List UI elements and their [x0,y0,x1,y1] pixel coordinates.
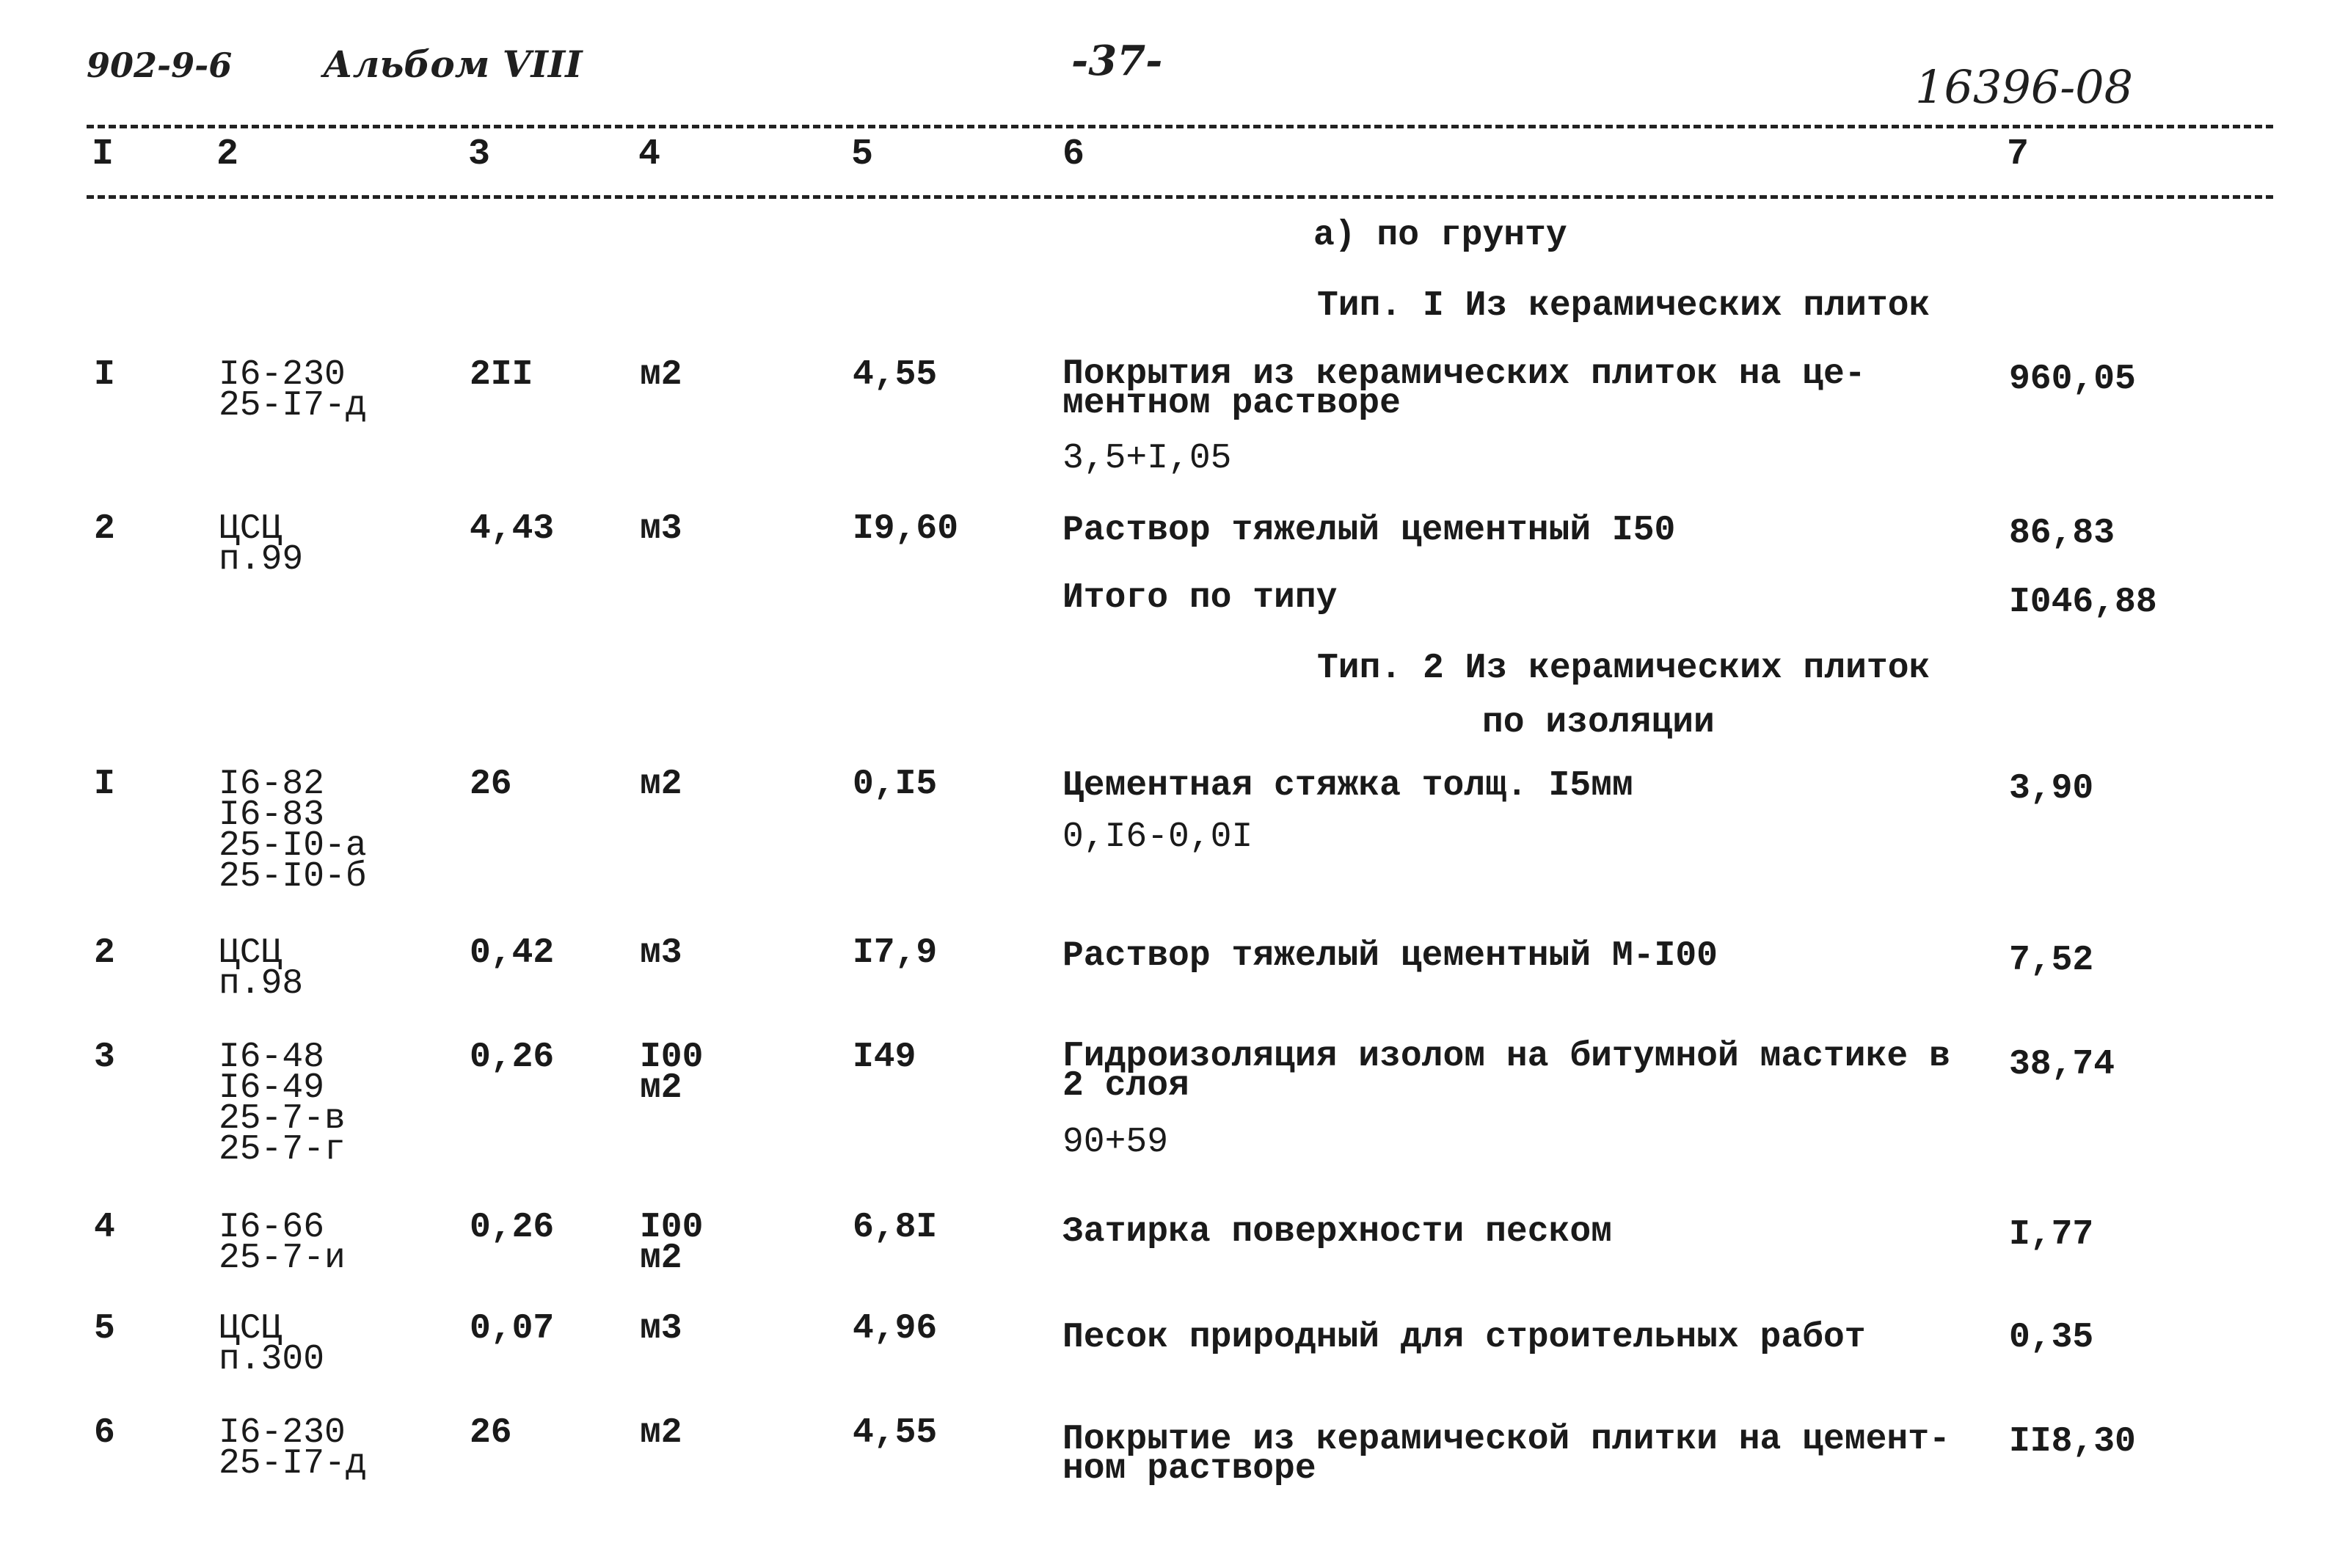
row-number: 5 [94,1309,115,1349]
row-code: 25-7-и [219,1239,346,1278]
row-total: I,77 [2009,1215,2094,1255]
row-total: 960,05 [2009,360,2136,399]
row-code: п.98 [219,964,304,1004]
row-unit: м2 [640,1413,682,1453]
row-code: ЦСЦ [219,509,282,549]
row-quantity: 0,07 [470,1309,555,1349]
row-number: 4 [94,1208,115,1247]
row-total: 38,74 [2009,1045,2115,1084]
series-code: 902-9-6 [87,45,233,85]
row-quantity: 26 [470,1413,512,1453]
row-price: I9,60 [853,509,959,549]
row-unit: м2 [640,1068,682,1108]
row-total: II8,30 [2009,1422,2136,1462]
row-price: 4,55 [853,355,938,395]
row-price: I49 [853,1038,916,1077]
header-top-rule [87,125,2273,128]
row-price: 4,96 [853,1309,938,1349]
row-quantity: 0,42 [470,933,555,973]
column-header-6: 6 [1062,134,1085,175]
row-unit: м3 [640,1309,682,1349]
row-price: 6,8I [853,1208,938,1247]
row-number: 2 [94,933,115,973]
row-price: 4,55 [853,1413,938,1453]
column-header-3: 3 [468,134,491,175]
row-number: I [94,355,115,395]
row-formula: 3,5+I,05 [1062,439,1232,478]
row-code: ЦСЦ [219,1309,282,1349]
row-unit: м3 [640,933,682,973]
row-unit: м3 [640,509,682,549]
album-label: Альбом VIII [323,43,583,86]
row-quantity: 0,26 [470,1208,555,1247]
row-code: I6-83 [219,795,325,835]
row-code: I6-82 [219,765,325,804]
row-description: Раствор тяжелый цементный I50 [1062,511,1676,550]
row-quantity: 0,26 [470,1038,555,1077]
subtotal-value: I046,88 [2009,583,2157,622]
row-description: Песок природный для строительных работ [1062,1318,1866,1357]
row-description: Цементная стяжка толщ. I5мм [1062,766,1633,806]
row-price: 0,I5 [853,765,938,804]
column-header-4: 4 [638,134,661,175]
row-total: 0,35 [2009,1318,2094,1357]
row-code: п.99 [219,540,304,580]
row-description: Затирка поверхности песком [1062,1212,1612,1252]
row-number: I [94,765,115,804]
column-header-7: 7 [2007,134,2030,175]
row-code: ЦСЦ [219,933,282,973]
row-formula: 90+59 [1062,1123,1169,1162]
row-quantity: 4,43 [470,509,555,549]
column-header-5: 5 [851,134,874,175]
row-description: Гидроизоляция изолом на битумной мастике в 2 слоя [1062,1037,1950,1106]
type-heading: Тип. 2 Из керамических плиток [1317,649,1930,688]
row-number: 6 [94,1413,115,1453]
row-description: Покрытие из керамической плитки на цемент-ном растворе [1062,1420,1950,1489]
row-number: 3 [94,1038,115,1077]
row-code: I6-49 [219,1068,325,1108]
row-formula: 0,I6-0,0I [1062,817,1253,857]
document-number: 16396-08 [1915,60,2134,114]
row-code: п.300 [219,1340,325,1379]
row-description: Раствор тяжелый цементный М-I00 [1062,936,1718,976]
row-price: I7,9 [853,933,938,973]
row-code: 25-I0-б [219,857,367,897]
type-heading: Тип. I Из керамических плиток [1317,286,1930,326]
row-quantity: 26 [470,765,512,804]
row-unit: м2 [640,1239,682,1278]
row-code: 25-I7-д [219,386,367,426]
row-code: 25-I7-д [219,1444,367,1484]
row-total: 3,90 [2009,769,2094,809]
row-code: 25-I0-а [219,826,367,866]
row-unit: м2 [640,355,682,395]
row-code: 25-7-в [219,1099,346,1139]
section-heading: а) по грунту [1313,216,1567,255]
header-bottom-rule [87,195,2273,199]
row-code: I6-66 [219,1208,325,1247]
row-unit: м2 [640,765,682,804]
row-quantity: 2II [470,355,533,395]
row-code: I6-230 [219,355,346,395]
row-number: 2 [94,509,115,549]
page-number: -37- [1071,37,1163,85]
row-total: 7,52 [2009,941,2094,980]
row-unit: I00 [640,1208,704,1247]
row-code: I6-48 [219,1038,325,1077]
row-code: I6-230 [219,1413,346,1453]
subtotal-label: Итого по типу [1062,578,1338,618]
row-total: 86,83 [2009,514,2115,553]
column-header-1: I [92,134,114,175]
column-header-2: 2 [216,134,239,175]
row-unit: I00 [640,1038,704,1077]
row-description: Покрытия из керамических плиток на це-ментном растворе [1062,354,1866,423]
row-code: 25-7-г [219,1130,346,1170]
type-heading-cont: по изоляции [1482,703,1715,743]
